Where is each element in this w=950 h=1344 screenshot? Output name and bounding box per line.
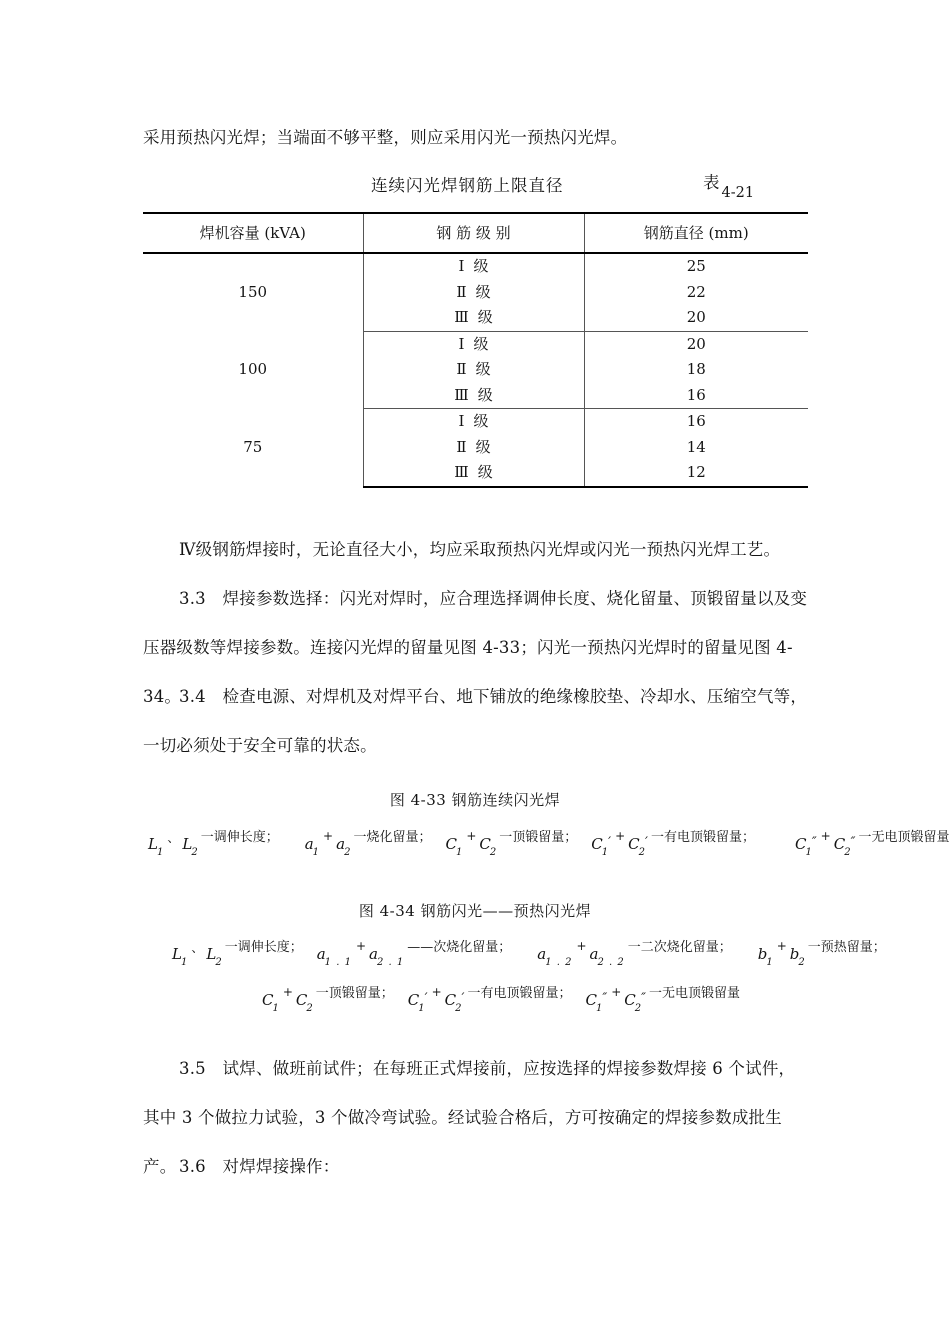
symbol-C1: $C_1$	[262, 991, 279, 1014]
symbol-C2: $C_2$	[479, 835, 497, 858]
cell-diameter: 16	[584, 383, 808, 409]
symbol-C2-prime: $C_2'$	[444, 991, 465, 1014]
legend-desc: 一无电顶锻留量	[649, 986, 741, 1001]
figure-4-33-legend: $L_1$、 $L_2$一调伸长度； $a_1+ a_2$一烧化留量； $C_1+ C_2$一顶锻留量； $C_1' + C_2'$ 一有电顶锻留量； $C_1'' + C_2''$ 一无电顶锻留量	[148, 829, 950, 858]
legend-desc: 一二次烧化留量；	[627, 940, 732, 955]
cell-grade: Ⅱ 级	[363, 280, 584, 306]
table-number-label: 表	[703, 173, 720, 192]
symbol-b1: $b_1$	[757, 945, 773, 968]
legend-desc: 一顶锻留量；	[315, 986, 394, 1001]
symbol-L2: $L_2$	[182, 835, 198, 858]
legend-desc: 一无电顶锻留量	[858, 830, 950, 845]
cell-grade: Ⅱ 级	[363, 357, 584, 383]
cell-diameter: 14	[584, 435, 808, 461]
section-3-4: 3.4 检查电源、对焊机及对焊平台、地下铺放的绝缘橡胶垫、冷却水、压缩空气等，一切必须处于安全可靠的状态。	[143, 687, 808, 755]
cell-capacity: 75	[243, 437, 263, 456]
cell-grade: Ⅰ 级	[363, 331, 584, 357]
symbol-C1-prime: $C_1'$	[407, 991, 428, 1014]
table-title: 连续闪光焊钢筋上限直径	[371, 176, 564, 195]
section-3-5: 3.5 试焊、做班前试件；在每班正式焊接前，应按选择的焊接参数焊接 6 个试件，其中 3 个做拉力试验，3 个做冷弯试验。经试验合格后，方可按确定的焊接参数成批生产。	[143, 1059, 796, 1176]
column-header-grade: 钢 筋 级 别	[363, 213, 584, 253]
symbol-C1-prime: $C_1'$	[591, 835, 612, 858]
figure-4-34-caption: 图 4-34 钢筋闪光——预热闪光焊	[358, 902, 592, 920]
section-3-3: 3.3 焊接参数选择：闪光对焊时，应合理选择调伸长度、烧化留量、顶锻留量以及变压器级数等焊接参数。连接闪光焊的留量见图 4-33；闪光一预热闪光焊时的留量见图 4-34。	[143, 589, 808, 706]
table-number-value: 4-21	[721, 185, 755, 201]
cell-capacity: 100	[238, 360, 268, 378]
table-number	[703, 172, 755, 201]
symbol-a2-1: $a_{2 . 1}$	[369, 945, 405, 968]
cell-grade: Ⅱ 级	[363, 435, 584, 461]
symbol-L2: $L_2$	[206, 945, 222, 968]
legend-desc: 一烧化留量；	[353, 830, 432, 845]
cell-diameter: 25	[584, 253, 808, 280]
table-row	[143, 253, 808, 280]
legend-desc: 一有电顶锻留量；	[650, 830, 755, 845]
symbol-C2-prime: $C_2'$	[628, 835, 648, 858]
table-body	[143, 253, 808, 487]
cell-diameter: 20	[584, 331, 808, 357]
cell-diameter: 20	[584, 305, 808, 331]
legend-desc: 一预热留量；	[807, 940, 886, 955]
symbol-L1: $L_1$	[172, 945, 188, 968]
symbol-C1-dprime: $C_1''$	[585, 991, 608, 1014]
symbol-C1: $C_1$	[445, 835, 463, 858]
symbol-a2: $a_2$	[336, 835, 351, 858]
figure-4-34-legend-line2: $C_1+ C_2$一顶锻留量； $C_1' + C_2'$ 一有电顶锻留量； $C_1'' + C_2''$ 一无电顶锻留量	[262, 985, 741, 1014]
cell-grade: Ⅲ 级	[363, 305, 584, 331]
intro-paragraph: 采用预热闪光焊；当端面不够平整，则应采用闪光一预热闪光焊。	[143, 128, 628, 147]
symbol-C2-dprime: $C_2''$	[833, 835, 856, 858]
cell-diameter: 12	[584, 460, 808, 487]
cell-grade: Ⅲ 级	[363, 460, 584, 487]
table-head	[143, 213, 808, 253]
symbol-C1-dprime: $C_1''$	[794, 835, 817, 858]
cell-grade: Ⅲ 级	[363, 383, 584, 409]
figure-4-34-legend-line1: $L_1$、 $L_2$一调伸长度； $a_{1 . 1}+$ $a_{2 . 1}——$次烧化留量； $a_{1 . 2}+ a_{2 . 2}$一二次烧化留量； $b_1+ b_2$一预热留量；	[172, 939, 886, 968]
paragraph-after-table: Ⅳ级钢筋焊接时，无论直径大小，均应采取预热闪光焊或闪光一预热闪光焊工艺。	[179, 540, 781, 559]
legend-desc: ——次烧化留量；	[407, 940, 512, 955]
legend-desc: 一调伸长度；	[200, 830, 279, 845]
symbol-C2: $C_2$	[295, 991, 313, 1014]
table-row	[143, 409, 808, 435]
symbol-b2: $b_2$	[789, 945, 805, 968]
cell-grade: Ⅰ 级	[363, 253, 584, 280]
symbol-a1-2: $a_{1 . 2}$	[537, 945, 573, 968]
symbol-a2-2: $a_{2 . 2}$	[589, 945, 625, 968]
figure-4-33-caption: 图 4-33 钢筋连续闪光焊	[389, 791, 561, 809]
legend-desc: 一有电顶锻留量；	[467, 986, 572, 1001]
cell-diameter: 18	[584, 357, 808, 383]
symbol-L1: $L_1$	[148, 835, 164, 858]
symbol-a1-1: $a_{1 . 1}$	[316, 945, 352, 968]
column-header-capacity: 焊机容量 (kVA)	[143, 213, 363, 253]
cell-grade: Ⅰ 级	[363, 409, 584, 435]
table-wrapper	[143, 212, 808, 488]
symbol-a1: $a_1$	[304, 835, 320, 858]
welding-capacity-table	[143, 212, 808, 488]
column-header-diameter: 钢筋直径 (mm)	[584, 213, 808, 253]
section-3-6: 3.6 对焊焊接操作：	[179, 1157, 340, 1176]
legend-desc: 一调伸长度；	[224, 940, 303, 955]
table-caption-row	[143, 172, 808, 202]
legend-desc: 一顶锻留量；	[499, 830, 578, 845]
symbol-C2-dprime: $C_2''$	[624, 991, 646, 1014]
table-row	[143, 331, 808, 357]
cell-capacity: 150	[238, 282, 268, 301]
table-header-row	[143, 213, 808, 253]
cell-diameter: 16	[584, 409, 808, 435]
cell-diameter: 22	[584, 280, 808, 306]
